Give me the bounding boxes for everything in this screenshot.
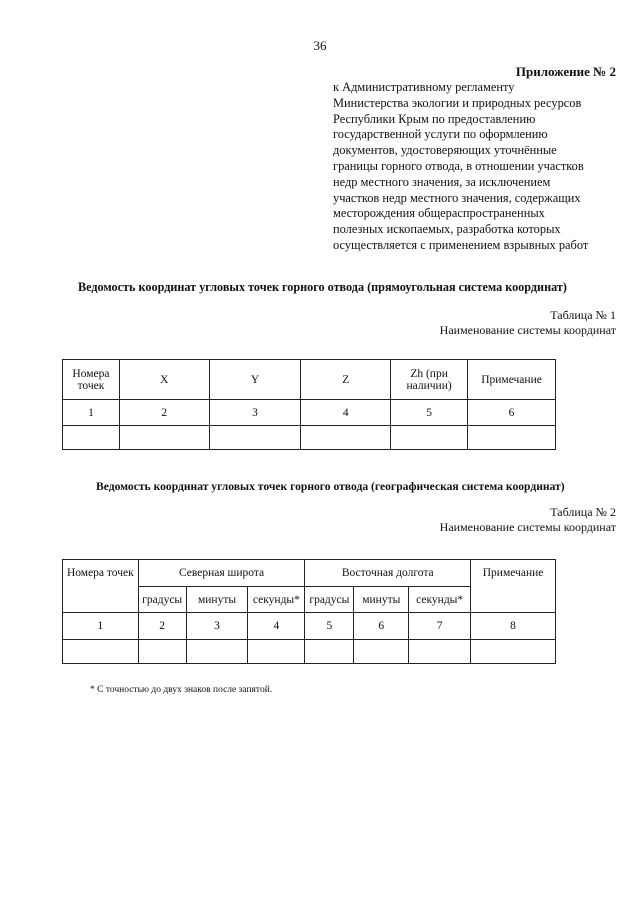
header-points: Номера точек — [63, 360, 120, 400]
empty-cell — [248, 640, 305, 664]
table2-label-block — [440, 505, 616, 535]
appendix-line: документов, удостоверяющих уточнённые — [333, 143, 557, 158]
table1-label: Таблица № 1 — [550, 308, 616, 322]
empty-cell — [409, 640, 471, 664]
subheader-degrees: градусы — [138, 587, 186, 613]
empty-cell — [305, 640, 354, 664]
empty-cell — [63, 640, 139, 664]
footnote: * С точностью до двух знаков после запятой. — [90, 685, 273, 695]
page-number: 36 — [313, 38, 327, 53]
empty-cell — [186, 640, 248, 664]
column-number: 4 — [248, 613, 305, 640]
header-y: Y — [209, 360, 301, 400]
column-number: 2 — [138, 613, 186, 640]
appendix-line: осуществляется с применением взрывных работ — [333, 237, 589, 252]
table1-system-label: Наименование системы координат — [439, 323, 616, 337]
header-note: Примечание — [471, 560, 556, 613]
header-east-longitude: Восточная долгота — [305, 560, 471, 587]
column-number: 7 — [409, 613, 471, 640]
table2-system-label: Наименование системы координат — [439, 520, 616, 534]
column-number: 6 — [468, 400, 556, 426]
column-number: 2 — [119, 400, 209, 426]
table-number-row — [63, 400, 556, 426]
column-number: 3 — [209, 400, 301, 426]
table-header-row — [63, 360, 556, 400]
empty-cell — [63, 426, 120, 450]
column-number: 1 — [63, 613, 139, 640]
empty-cell — [354, 640, 409, 664]
appendix-line: недр местного значения, за исключением — [333, 174, 551, 189]
geographic-coordinates-table — [62, 559, 556, 664]
table-empty-row — [63, 426, 556, 450]
appendix-line: месторождения общераспространенных — [333, 206, 545, 221]
subheader-minutes: минуты — [354, 587, 409, 613]
empty-cell — [468, 426, 556, 450]
appendix-line: участков недр местного значения, содержащих — [333, 190, 581, 205]
column-number: 5 — [305, 613, 354, 640]
column-number: 8 — [471, 613, 556, 640]
header-z: Z — [301, 360, 391, 400]
appendix-description — [333, 80, 623, 254]
column-number: 3 — [186, 613, 248, 640]
appendix-line: государственной услуги по оформлению — [333, 127, 548, 142]
table-header-row — [63, 560, 556, 587]
empty-cell — [138, 640, 186, 664]
appendix-title: Приложение № 2 — [515, 64, 616, 79]
subheader-minutes: минуты — [186, 587, 248, 613]
table2-label: Таблица № 2 — [550, 505, 616, 519]
table1-heading: Ведомость координат угловых точек горного отвода (прямоугольная система координат) — [78, 280, 567, 294]
table-empty-row — [63, 640, 556, 664]
appendix-line: Министерства экологии и природных ресурсов — [333, 95, 582, 110]
empty-cell — [119, 426, 209, 450]
appendix-line: Республики Крым по предоставлению — [333, 111, 536, 126]
empty-cell — [301, 426, 391, 450]
subheader-seconds: секунды* — [248, 587, 305, 613]
table-number-row — [63, 613, 556, 640]
rectangular-coordinates-table — [62, 359, 556, 450]
empty-cell — [209, 426, 301, 450]
column-number: 1 — [63, 400, 120, 426]
table1-label-block — [440, 308, 616, 338]
subheader-degrees: градусы — [305, 587, 354, 613]
subheader-seconds: секунды* — [409, 587, 471, 613]
appendix-line: границы горного отвода, в отношении участков — [333, 158, 584, 173]
column-number: 6 — [354, 613, 409, 640]
header-zh: Zh (при наличии) — [391, 360, 468, 400]
column-number: 4 — [301, 400, 391, 426]
header-points: Номера точек — [63, 560, 139, 613]
header-x: X — [119, 360, 209, 400]
table2-heading: Ведомость координат угловых точек горного отвода (географическая система координат) — [96, 480, 565, 493]
empty-cell — [391, 426, 468, 450]
header-note: Примечание — [468, 360, 556, 400]
header-north-latitude: Северная широта — [138, 560, 305, 587]
column-number: 5 — [391, 400, 468, 426]
appendix-line: к Административному регламенту — [333, 80, 515, 94]
empty-cell — [471, 640, 556, 664]
appendix-line: полезных ископаемых, разработка которых — [333, 222, 561, 237]
